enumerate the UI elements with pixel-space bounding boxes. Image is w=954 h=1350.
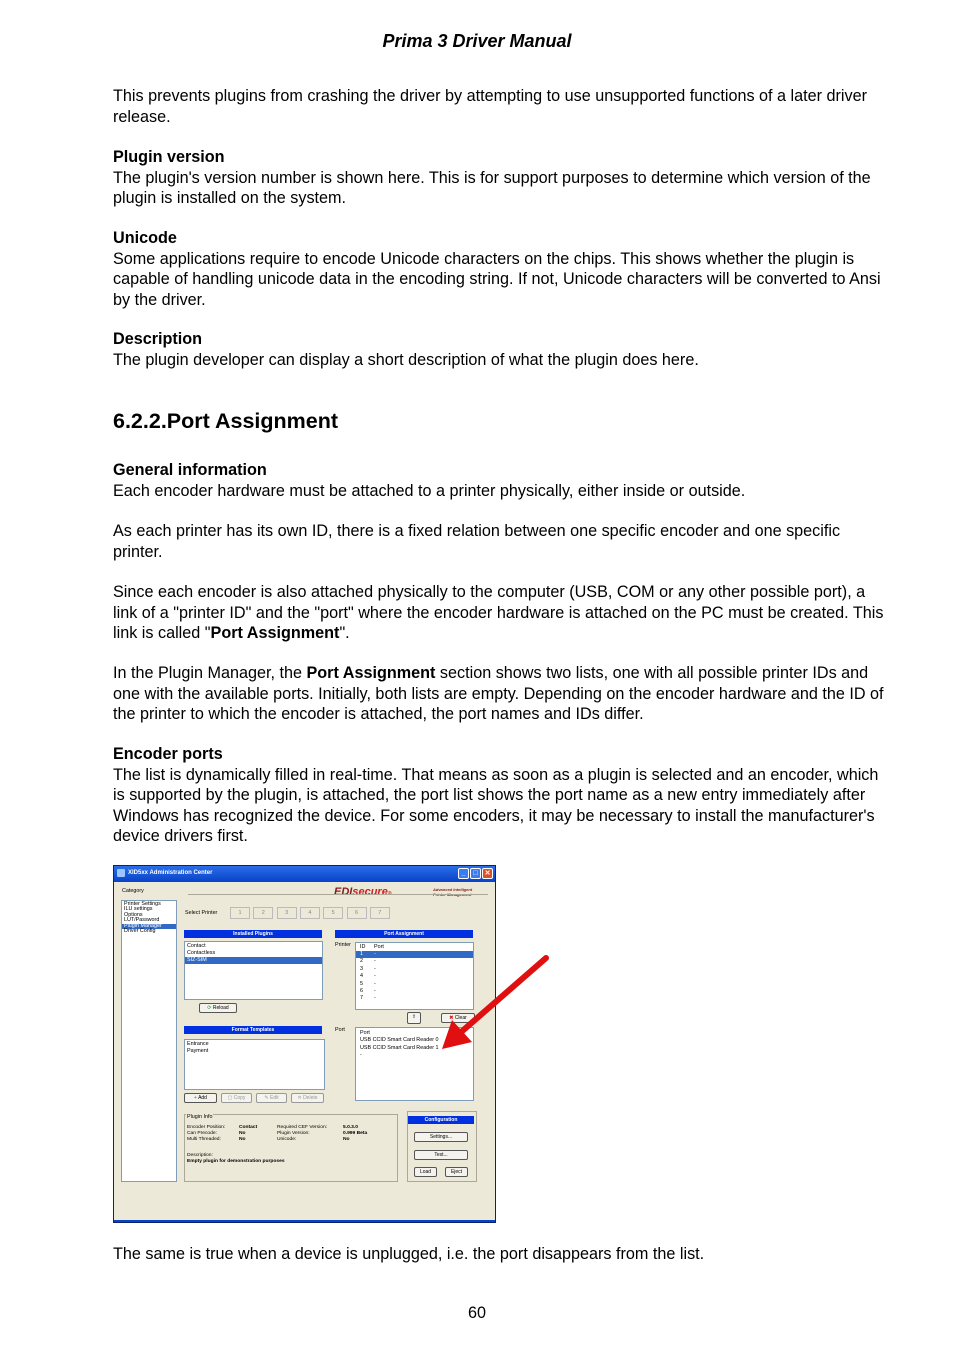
plugin-info-group <box>184 1114 398 1182</box>
plugin-info-label: Plugin Info <box>187 1114 213 1120</box>
delete-button[interactable] <box>291 1093 324 1103</box>
edit-icon: ✎ <box>264 1095 269 1101</box>
reload-icon: ⟳ <box>207 1005 212 1011</box>
logo-mark: ® <box>387 891 392 897</box>
edit-button[interactable] <box>256 1093 287 1103</box>
logo-edi: EDI <box>334 886 353 898</box>
category-label: Category <box>122 888 144 894</box>
format-templates-header: Format Templates <box>184 1026 322 1034</box>
printer-row-port: - <box>374 980 376 987</box>
category-item[interactable]: ILU settings <box>124 906 153 913</box>
category-item[interactable]: Options <box>124 911 143 918</box>
required-cef-label: Required CEF Version: <box>277 1125 328 1130</box>
plugin-version-info-value: 0.999 Beta <box>343 1130 368 1136</box>
plugin-version-block <box>113 147 893 209</box>
copy-button[interactable] <box>221 1093 252 1103</box>
general-p4 <box>113 663 893 725</box>
page-header: Prima 3 Driver Manual <box>382 31 572 51</box>
printer-button[interactable]: 5 <box>323 907 343 919</box>
footer-paragraph: The same is true when a device is unplugged, i.e. the port disappears from the list. <box>113 1245 705 1263</box>
port-label: Port <box>335 1027 345 1033</box>
general-block <box>113 460 893 501</box>
copy-label: Copy <box>233 1095 246 1101</box>
unicode-heading: Unicode <box>113 229 177 247</box>
logo-tagline <box>433 887 472 897</box>
printer-button[interactable]: 1 <box>230 907 250 919</box>
installed-plugins-list[interactable] <box>184 941 323 1000</box>
printer-row-id: 6 <box>360 988 363 995</box>
edisecure-logo <box>334 886 392 898</box>
printer-row-port: - <box>374 995 376 1002</box>
printer-row-id: 2 <box>360 958 363 965</box>
category-item[interactable]: Plugin Manager <box>122 924 176 929</box>
printer-row-port: - <box>374 973 376 980</box>
assign-icon: ⇧ <box>411 1014 417 1020</box>
category-item[interactable]: Driver Config <box>124 928 156 935</box>
add-label: Add <box>198 1095 207 1101</box>
window-bottom-border <box>114 1220 495 1223</box>
printer-row-id: 3 <box>360 965 363 972</box>
settings-button[interactable]: Settings... <box>414 1132 468 1142</box>
test-button[interactable]: Test... <box>414 1150 468 1160</box>
reload-label: Reload <box>212 1005 229 1011</box>
category-item[interactable]: LUT/Password <box>124 917 160 924</box>
clear-icon: ✖ <box>449 1015 454 1021</box>
plugin-description <box>187 1153 285 1165</box>
description-heading: Description <box>113 330 203 348</box>
select-printer-label: Select Printer <box>185 910 218 916</box>
section-title: 6.2.2.Port Assignment <box>113 409 339 433</box>
general-p4-c: section shows two lists, one with all possible printer IDs and one with the available ports. Initially, both lists are empty. Depending on the encoder hardware and the ID of the printer to which the encoder is attached, the port names and IDs differ. <box>113 664 884 723</box>
description-value: Empty plugin for demonstration purposes <box>187 1158 285 1164</box>
configuration-header: Configuration <box>408 1116 474 1124</box>
logo-tagline-1: Advanced Intelligent <box>433 887 473 892</box>
general-p3-bold: Port Assignment <box>210 624 340 642</box>
printer-button[interactable]: 6 <box>347 907 367 919</box>
installed-plugins-header: Installed Plugins <box>184 930 322 938</box>
plugin-version-heading: Plugin version <box>113 148 225 166</box>
red-arrow-icon <box>430 950 555 1055</box>
printer-button[interactable]: 3 <box>277 907 297 919</box>
assign-button[interactable] <box>407 1012 421 1024</box>
template-item[interactable]: Entrance <box>187 1041 209 1047</box>
window-title: XID5xx Administration Center <box>128 870 213 876</box>
description-text: The plugin developer can display a short description of what the plugin does here. <box>113 350 699 369</box>
window-titlebar <box>114 866 495 882</box>
plugin-info-left <box>187 1125 257 1142</box>
multi-threaded-label: Multi Threaded: <box>187 1136 221 1142</box>
id-column-header: ID <box>360 944 366 950</box>
printer-row-id: 1 <box>360 951 363 957</box>
plugin-version-text: The plugin's version number is shown here. This is for support purposes to determine which version of the plugin is installed on the system. <box>113 168 871 207</box>
port-assignment-header: Port Assignment <box>335 930 473 938</box>
unicode-info-value: No <box>343 1136 350 1142</box>
header-divider <box>188 894 488 895</box>
plugin-item[interactable]: Contactless <box>187 950 216 956</box>
unicode-info-label: Unicode: <box>277 1136 297 1142</box>
templates-list[interactable] <box>184 1039 325 1090</box>
category-list[interactable] <box>121 900 177 1182</box>
template-item[interactable]: Payment <box>187 1048 209 1054</box>
eject-button[interactable]: Eject <box>445 1167 468 1177</box>
load-button[interactable]: Load <box>414 1167 437 1177</box>
printer-button[interactable]: 4 <box>300 907 320 919</box>
printer-button[interactable]: 7 <box>370 907 390 919</box>
logo-secure: secure <box>352 886 388 898</box>
description-block <box>113 329 893 370</box>
description-label: Description: <box>187 1153 213 1158</box>
general-p4-a: In the Plugin Manager, the <box>113 664 307 682</box>
printer-row-port: - <box>374 988 376 995</box>
clear-label: Clear <box>454 1015 467 1021</box>
can-precode-label: Can Precode: <box>187 1130 217 1136</box>
printer-row-port: - <box>374 951 376 957</box>
encoder-heading: Encoder ports <box>113 745 223 763</box>
encoder-block <box>113 744 893 847</box>
printer-row-port: - <box>374 965 376 972</box>
plugin-item[interactable]: Contact <box>187 943 206 949</box>
encoder-position-label: Encoder Position: <box>187 1125 226 1130</box>
general-p3-a: Since each encoder is also attached physically to the computer (USB, COM or any other possible port), a link of a "printer ID" and the "port" where the encoder hardware is attached on the PC must be created. This link is called " <box>113 583 884 642</box>
plugin-item[interactable]: SIZ-SIM <box>185 957 322 964</box>
category-item[interactable]: Printer Settings <box>124 901 161 907</box>
port-column-header: Port <box>374 944 384 950</box>
encoder-text: The list is dynamically filled in real-time. That means as soon as a plugin is selected and an encoder, which is supported by the plugin, is attached, the port list shows the port name as a new entry immediately after Windows has recognized the device. For some encoders, it may be necessary to install the manufacturer's device drivers first. <box>113 765 879 845</box>
general-p3 <box>113 582 893 644</box>
printer-button[interactable]: 2 <box>253 907 273 919</box>
plugin-info-right <box>277 1125 367 1142</box>
close-icon[interactable]: ✕ <box>482 868 493 879</box>
copy-icon: ▢ <box>227 1095 233 1101</box>
delete-icon: ✕ <box>297 1095 302 1101</box>
general-p1: Each encoder hardware must be attached to a printer physically, either inside or outside. <box>113 481 746 500</box>
port-item[interactable]: USB CCID Smart Card Reader 1 <box>360 1044 439 1051</box>
printer-row-id: 7 <box>360 995 363 1002</box>
encoder-position-value: Contact <box>239 1125 258 1130</box>
app-icon <box>117 869 125 877</box>
add-button[interactable] <box>184 1093 217 1103</box>
general-heading: General information <box>113 461 267 479</box>
printer-row-id: 4 <box>360 973 363 980</box>
printer-label: Printer <box>335 942 351 948</box>
required-cef-value: 5.0.3.0 <box>343 1125 358 1130</box>
minimize-icon[interactable]: _ <box>458 868 469 879</box>
printer-row-id: 5 <box>360 980 363 987</box>
printer-row-port: - <box>374 958 376 965</box>
can-precode-value: No <box>239 1130 246 1136</box>
multi-threaded-value: No <box>239 1136 246 1142</box>
general-p2: As each printer has its own ID, there is a fixed relation between one specific encoder and one specific printer. <box>113 522 841 561</box>
port-list-header: Port <box>360 1030 370 1036</box>
unicode-block <box>113 228 893 310</box>
add-icon: + <box>194 1095 197 1101</box>
reload-button[interactable] <box>199 1003 237 1013</box>
port-item[interactable]: - <box>360 1052 362 1059</box>
general-p4-bold: Port Assignment <box>306 664 436 682</box>
port-item[interactable]: USB CCID Smart Card Reader 0 <box>360 1037 439 1043</box>
unicode-text: Some applications require to encode Unicode characters on the chips. This shows whether the plugin is capable of handling unicode data in the encoding string. If not, Unicode characters will be converted to Ansi by the driver. <box>113 249 881 309</box>
edit-label: Edit <box>269 1095 279 1101</box>
page-number: 60 <box>467 1304 486 1322</box>
delete-label: Delete <box>303 1095 318 1101</box>
plugin-version-info-label: Plugin Version: <box>277 1130 310 1136</box>
intro-paragraph: This prevents plugins from crashing the driver by attempting to use unsupported functions of a later driver release. <box>113 87 868 126</box>
maximize-icon[interactable]: □ <box>470 868 481 879</box>
general-p3-c: ". <box>339 624 350 642</box>
logo-tagline-2: Printer Management <box>433 892 472 897</box>
